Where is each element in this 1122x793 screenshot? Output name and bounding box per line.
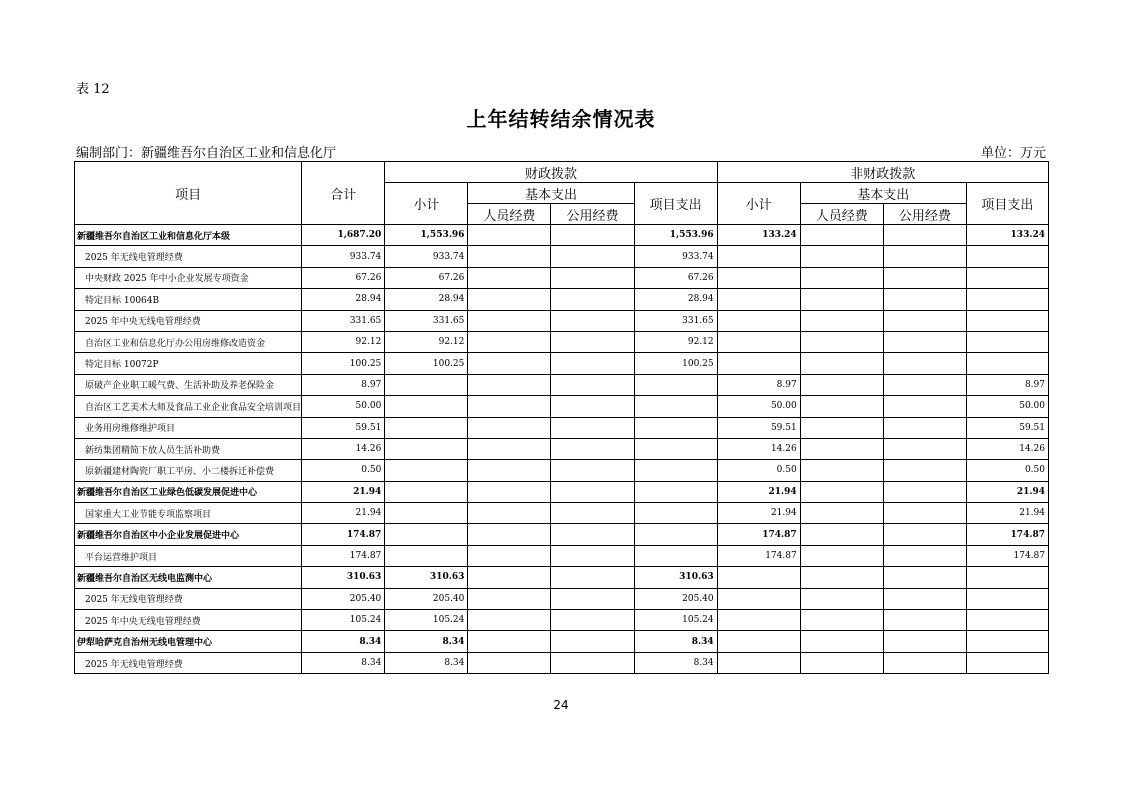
cell-nonfiscal-public bbox=[883, 588, 966, 609]
cell-nonfiscal-public bbox=[883, 481, 966, 502]
cell-item-name: 自治区工业和信息化厅办公用房维修改造资金 bbox=[75, 331, 302, 352]
cell-total: 14.26 bbox=[302, 438, 385, 459]
table-row-unit bbox=[75, 524, 1049, 545]
cell-nonfiscal-project bbox=[966, 246, 1048, 267]
table-row bbox=[75, 331, 1049, 352]
cell-nonfiscal-subtotal bbox=[717, 567, 800, 588]
cell-item-name: 自治区工艺美术大师及食品工业企业食品安全培训项目 bbox=[75, 396, 302, 417]
cell-total: 1,687.20 bbox=[302, 225, 385, 246]
cell-fiscal-public bbox=[551, 481, 634, 502]
cell-nonfiscal-project bbox=[966, 631, 1048, 652]
cell-nonfiscal-subtotal: 174.87 bbox=[717, 545, 800, 566]
cell-fiscal-personnel bbox=[468, 246, 551, 267]
cell-item-name: 原破产企业职工暖气费、生活补助及养老保险金 bbox=[75, 374, 302, 395]
cell-fiscal-subtotal: 205.40 bbox=[385, 588, 468, 609]
cell-nonfiscal-public bbox=[883, 567, 966, 588]
cell-nonfiscal-project bbox=[966, 610, 1048, 631]
cell-nonfiscal-project: 174.87 bbox=[966, 524, 1048, 545]
cell-fiscal-public bbox=[551, 396, 634, 417]
cell-fiscal-public bbox=[551, 289, 634, 310]
cell-nonfiscal-public bbox=[883, 331, 966, 352]
header-nonfiscal-basic: 基本支出 bbox=[800, 183, 966, 204]
cell-fiscal-personnel bbox=[468, 610, 551, 631]
table-row bbox=[75, 545, 1049, 566]
cell-nonfiscal-project: 50.00 bbox=[966, 396, 1048, 417]
cell-nonfiscal-project: 21.94 bbox=[966, 503, 1048, 524]
cell-nonfiscal-project bbox=[966, 331, 1048, 352]
cell-nonfiscal-personnel bbox=[800, 225, 883, 246]
cell-item-name: 特定目标 10072P bbox=[75, 353, 302, 374]
cell-nonfiscal-personnel bbox=[800, 246, 883, 267]
cell-nonfiscal-subtotal bbox=[717, 331, 800, 352]
cell-total: 174.87 bbox=[302, 545, 385, 566]
cell-fiscal-project: 1,553.96 bbox=[634, 225, 717, 246]
header-nonfiscal: 非财政拨款 bbox=[717, 162, 1048, 183]
cell-fiscal-subtotal: 933.74 bbox=[385, 246, 468, 267]
cell-nonfiscal-subtotal: 0.50 bbox=[717, 460, 800, 481]
cell-fiscal-subtotal bbox=[385, 438, 468, 459]
table-row bbox=[75, 438, 1049, 459]
cell-nonfiscal-public bbox=[883, 310, 966, 331]
cell-total: 28.94 bbox=[302, 289, 385, 310]
cell-fiscal-project: 92.12 bbox=[634, 331, 717, 352]
table-row-unit bbox=[75, 481, 1049, 502]
cell-fiscal-personnel bbox=[468, 374, 551, 395]
cell-nonfiscal-subtotal: 21.94 bbox=[717, 503, 800, 524]
cell-total: 8.97 bbox=[302, 374, 385, 395]
cell-nonfiscal-personnel bbox=[800, 353, 883, 374]
cell-fiscal-public bbox=[551, 460, 634, 481]
cell-nonfiscal-personnel bbox=[800, 631, 883, 652]
cell-nonfiscal-personnel bbox=[800, 610, 883, 631]
cell-item-name: 平台运营维护项目 bbox=[75, 545, 302, 566]
cell-fiscal-personnel bbox=[468, 353, 551, 374]
cell-nonfiscal-subtotal bbox=[717, 588, 800, 609]
cell-fiscal-subtotal bbox=[385, 460, 468, 481]
cell-nonfiscal-personnel bbox=[800, 503, 883, 524]
header-item: 项目 bbox=[75, 162, 302, 225]
cell-item-name: 2025 年无线电管理经费 bbox=[75, 588, 302, 609]
table-row bbox=[75, 353, 1049, 374]
cell-nonfiscal-personnel bbox=[800, 267, 883, 288]
cell-nonfiscal-subtotal bbox=[717, 267, 800, 288]
cell-total: 310.63 bbox=[302, 567, 385, 588]
cell-total: 100.25 bbox=[302, 353, 385, 374]
cell-fiscal-public bbox=[551, 225, 634, 246]
cell-fiscal-subtotal: 1,553.96 bbox=[385, 225, 468, 246]
cell-fiscal-project: 331.65 bbox=[634, 310, 717, 331]
department-label: 编制部门：新疆维吾尔自治区工业和信息化厅 bbox=[76, 146, 337, 161]
cell-item-name: 国家重大工业节能专项监察项目 bbox=[75, 503, 302, 524]
cell-item-name: 新疆维吾尔自治区工业绿色低碳发展促进中心 bbox=[75, 481, 302, 502]
header-fiscal-subtotal: 小计 bbox=[385, 183, 468, 225]
cell-fiscal-personnel bbox=[468, 652, 551, 673]
cell-fiscal-public bbox=[551, 267, 634, 288]
cell-fiscal-public bbox=[551, 652, 634, 673]
cell-nonfiscal-project bbox=[966, 267, 1048, 288]
cell-fiscal-subtotal bbox=[385, 524, 468, 545]
cell-fiscal-subtotal bbox=[385, 374, 468, 395]
cell-item-name: 2025 年中央无线电管理经费 bbox=[75, 310, 302, 331]
cell-nonfiscal-public bbox=[883, 438, 966, 459]
cell-fiscal-project bbox=[634, 460, 717, 481]
table-row bbox=[75, 460, 1049, 481]
cell-nonfiscal-personnel bbox=[800, 545, 883, 566]
cell-item-name: 业务用房维修维护项目 bbox=[75, 417, 302, 438]
cell-fiscal-personnel bbox=[468, 503, 551, 524]
cell-nonfiscal-subtotal bbox=[717, 353, 800, 374]
cell-fiscal-subtotal: 310.63 bbox=[385, 567, 468, 588]
header-fiscal-project: 项目支出 bbox=[634, 183, 717, 225]
cell-nonfiscal-subtotal bbox=[717, 289, 800, 310]
cell-nonfiscal-project: 14.26 bbox=[966, 438, 1048, 459]
cell-nonfiscal-public bbox=[883, 374, 966, 395]
cell-fiscal-public bbox=[551, 331, 634, 352]
cell-fiscal-personnel bbox=[468, 567, 551, 588]
cell-nonfiscal-public bbox=[883, 460, 966, 481]
cell-nonfiscal-personnel bbox=[800, 331, 883, 352]
cell-nonfiscal-subtotal bbox=[717, 310, 800, 331]
cell-item-name: 新疆维吾尔自治区工业和信息化厅本级 bbox=[75, 225, 302, 246]
cell-nonfiscal-personnel bbox=[800, 374, 883, 395]
cell-nonfiscal-personnel bbox=[800, 417, 883, 438]
cell-fiscal-subtotal bbox=[385, 503, 468, 524]
cell-nonfiscal-subtotal bbox=[717, 631, 800, 652]
cell-nonfiscal-project: 59.51 bbox=[966, 417, 1048, 438]
table-row bbox=[75, 652, 1049, 673]
cell-fiscal-personnel bbox=[468, 631, 551, 652]
header-nonfiscal-project: 项目支出 bbox=[966, 183, 1048, 225]
cell-nonfiscal-personnel bbox=[800, 460, 883, 481]
cell-nonfiscal-personnel bbox=[800, 310, 883, 331]
cell-fiscal-project bbox=[634, 545, 717, 566]
cell-fiscal-personnel bbox=[468, 267, 551, 288]
cell-fiscal-personnel bbox=[468, 481, 551, 502]
cell-fiscal-public bbox=[551, 610, 634, 631]
cell-item-name: 新疆维吾尔自治区无线电监测中心 bbox=[75, 567, 302, 588]
cell-total: 105.24 bbox=[302, 610, 385, 631]
cell-fiscal-public bbox=[551, 588, 634, 609]
cell-total: 21.94 bbox=[302, 481, 385, 502]
table-row-unit bbox=[75, 225, 1049, 246]
cell-fiscal-subtotal: 8.34 bbox=[385, 631, 468, 652]
cell-nonfiscal-public bbox=[883, 524, 966, 545]
cell-total: 50.00 bbox=[302, 396, 385, 417]
cell-fiscal-project bbox=[634, 396, 717, 417]
cell-fiscal-project: 8.34 bbox=[634, 652, 717, 673]
cell-fiscal-project bbox=[634, 438, 717, 459]
cell-nonfiscal-subtotal bbox=[717, 610, 800, 631]
cell-nonfiscal-personnel bbox=[800, 438, 883, 459]
cell-fiscal-public bbox=[551, 374, 634, 395]
cell-nonfiscal-subtotal: 21.94 bbox=[717, 481, 800, 502]
cell-fiscal-personnel bbox=[468, 588, 551, 609]
cell-fiscal-public bbox=[551, 567, 634, 588]
cell-fiscal-personnel bbox=[468, 545, 551, 566]
cell-fiscal-project bbox=[634, 374, 717, 395]
cell-nonfiscal-public bbox=[883, 267, 966, 288]
cell-item-name: 新纺集团精简下放人员生活补助费 bbox=[75, 438, 302, 459]
cell-fiscal-project bbox=[634, 481, 717, 502]
cell-nonfiscal-subtotal: 133.24 bbox=[717, 225, 800, 246]
cell-fiscal-personnel bbox=[468, 460, 551, 481]
cell-fiscal-personnel bbox=[468, 524, 551, 545]
cell-nonfiscal-project: 8.97 bbox=[966, 374, 1048, 395]
cell-fiscal-project: 310.63 bbox=[634, 567, 717, 588]
cell-nonfiscal-project bbox=[966, 289, 1048, 310]
cell-nonfiscal-subtotal: 8.97 bbox=[717, 374, 800, 395]
page-number: 24 bbox=[553, 698, 569, 712]
cell-fiscal-subtotal: 105.24 bbox=[385, 610, 468, 631]
cell-item-name: 伊犁哈萨克自治州无线电管理中心 bbox=[75, 631, 302, 652]
cell-total: 205.40 bbox=[302, 588, 385, 609]
cell-nonfiscal-subtotal bbox=[717, 652, 800, 673]
cell-nonfiscal-public bbox=[883, 246, 966, 267]
table-row-unit bbox=[75, 631, 1049, 652]
cell-nonfiscal-public bbox=[883, 289, 966, 310]
cell-nonfiscal-project: 21.94 bbox=[966, 481, 1048, 502]
header-fiscal: 财政拨款 bbox=[385, 162, 717, 183]
page-title: 上年结转结余情况表 bbox=[466, 107, 656, 131]
header-total: 合计 bbox=[302, 162, 385, 225]
cell-fiscal-public bbox=[551, 246, 634, 267]
unit-label: 单位：万元 bbox=[980, 146, 1046, 161]
cell-fiscal-subtotal: 92.12 bbox=[385, 331, 468, 352]
cell-nonfiscal-personnel bbox=[800, 524, 883, 545]
cell-nonfiscal-public bbox=[883, 545, 966, 566]
cell-nonfiscal-subtotal: 50.00 bbox=[717, 396, 800, 417]
cell-total: 8.34 bbox=[302, 652, 385, 673]
cell-fiscal-project: 205.40 bbox=[634, 588, 717, 609]
cell-nonfiscal-subtotal: 59.51 bbox=[717, 417, 800, 438]
cell-total: 92.12 bbox=[302, 331, 385, 352]
cell-fiscal-subtotal bbox=[385, 481, 468, 502]
table-row bbox=[75, 267, 1049, 288]
cell-fiscal-project: 28.94 bbox=[634, 289, 717, 310]
cell-item-name: 新疆维吾尔自治区中小企业发展促进中心 bbox=[75, 524, 302, 545]
table-row bbox=[75, 417, 1049, 438]
cell-nonfiscal-personnel bbox=[800, 652, 883, 673]
cell-fiscal-public bbox=[551, 503, 634, 524]
cell-fiscal-public bbox=[551, 310, 634, 331]
cell-fiscal-personnel bbox=[468, 396, 551, 417]
cell-nonfiscal-personnel bbox=[800, 567, 883, 588]
cell-fiscal-personnel bbox=[468, 331, 551, 352]
cell-nonfiscal-public bbox=[883, 610, 966, 631]
cell-item-name: 2025 年无线电管理经费 bbox=[75, 652, 302, 673]
cell-item-name: 2025 年中央无线电管理经费 bbox=[75, 610, 302, 631]
cell-total: 67.26 bbox=[302, 267, 385, 288]
cell-fiscal-project: 67.26 bbox=[634, 267, 717, 288]
cell-total: 21.94 bbox=[302, 503, 385, 524]
cell-nonfiscal-project bbox=[966, 353, 1048, 374]
cell-nonfiscal-public bbox=[883, 503, 966, 524]
cell-nonfiscal-personnel bbox=[800, 588, 883, 609]
cell-fiscal-personnel bbox=[468, 438, 551, 459]
cell-fiscal-public bbox=[551, 631, 634, 652]
cell-nonfiscal-public bbox=[883, 631, 966, 652]
cell-fiscal-project bbox=[634, 524, 717, 545]
table-row bbox=[75, 289, 1049, 310]
cell-fiscal-project: 8.34 bbox=[634, 631, 717, 652]
cell-nonfiscal-subtotal: 14.26 bbox=[717, 438, 800, 459]
cell-nonfiscal-project bbox=[966, 652, 1048, 673]
cell-nonfiscal-project: 0.50 bbox=[966, 460, 1048, 481]
table-row-unit bbox=[75, 567, 1049, 588]
cell-fiscal-public bbox=[551, 438, 634, 459]
cell-nonfiscal-personnel bbox=[800, 396, 883, 417]
cell-nonfiscal-personnel bbox=[800, 481, 883, 502]
cell-fiscal-project bbox=[634, 503, 717, 524]
cell-nonfiscal-project: 174.87 bbox=[966, 545, 1048, 566]
cell-nonfiscal-subtotal: 174.87 bbox=[717, 524, 800, 545]
table-row bbox=[75, 246, 1049, 267]
header-nonfiscal-public: 公用经费 bbox=[883, 204, 966, 225]
cell-nonfiscal-public bbox=[883, 417, 966, 438]
table-row bbox=[75, 396, 1049, 417]
cell-fiscal-subtotal: 100.25 bbox=[385, 353, 468, 374]
cell-item-name: 特定目标 10064B bbox=[75, 289, 302, 310]
cell-fiscal-public bbox=[551, 545, 634, 566]
carryover-balance-table bbox=[74, 161, 1049, 674]
cell-total: 0.50 bbox=[302, 460, 385, 481]
cell-total: 8.34 bbox=[302, 631, 385, 652]
cell-nonfiscal-public bbox=[883, 652, 966, 673]
cell-fiscal-subtotal bbox=[385, 545, 468, 566]
cell-nonfiscal-project bbox=[966, 567, 1048, 588]
header-fiscal-public: 公用经费 bbox=[551, 204, 634, 225]
cell-item-name: 原新疆建材陶瓷厂职工平房、小二楼拆迁补偿费 bbox=[75, 460, 302, 481]
cell-fiscal-subtotal: 331.65 bbox=[385, 310, 468, 331]
cell-fiscal-subtotal: 28.94 bbox=[385, 289, 468, 310]
cell-nonfiscal-project: 133.24 bbox=[966, 225, 1048, 246]
cell-total: 59.51 bbox=[302, 417, 385, 438]
cell-nonfiscal-project bbox=[966, 310, 1048, 331]
header-fiscal-personnel: 人员经费 bbox=[468, 204, 551, 225]
cell-nonfiscal-public bbox=[883, 396, 966, 417]
cell-nonfiscal-public bbox=[883, 353, 966, 374]
cell-fiscal-subtotal: 8.34 bbox=[385, 652, 468, 673]
cell-fiscal-subtotal bbox=[385, 417, 468, 438]
cell-fiscal-subtotal: 67.26 bbox=[385, 267, 468, 288]
table-row bbox=[75, 374, 1049, 395]
table-number: 表 12 bbox=[76, 82, 110, 97]
header-nonfiscal-subtotal: 小计 bbox=[717, 183, 800, 225]
table-body bbox=[75, 225, 1049, 674]
cell-fiscal-public bbox=[551, 524, 634, 545]
cell-fiscal-personnel bbox=[468, 225, 551, 246]
cell-item-name: 中央财政 2025 年中小企业发展专项资金 bbox=[75, 267, 302, 288]
header-fiscal-basic: 基本支出 bbox=[468, 183, 634, 204]
cell-nonfiscal-project bbox=[966, 588, 1048, 609]
cell-total: 933.74 bbox=[302, 246, 385, 267]
cell-fiscal-personnel bbox=[468, 310, 551, 331]
cell-nonfiscal-public bbox=[883, 225, 966, 246]
header-nonfiscal-personnel: 人员经费 bbox=[800, 204, 883, 225]
cell-fiscal-personnel bbox=[468, 289, 551, 310]
cell-fiscal-personnel bbox=[468, 417, 551, 438]
table-row bbox=[75, 610, 1049, 631]
cell-fiscal-project: 105.24 bbox=[634, 610, 717, 631]
cell-item-name: 2025 年无线电管理经费 bbox=[75, 246, 302, 267]
table-row bbox=[75, 588, 1049, 609]
cell-fiscal-public bbox=[551, 417, 634, 438]
cell-fiscal-project: 100.25 bbox=[634, 353, 717, 374]
table-row bbox=[75, 310, 1049, 331]
table-row bbox=[75, 503, 1049, 524]
cell-nonfiscal-personnel bbox=[800, 289, 883, 310]
cell-fiscal-project: 933.74 bbox=[634, 246, 717, 267]
cell-fiscal-project bbox=[634, 417, 717, 438]
cell-fiscal-subtotal bbox=[385, 396, 468, 417]
cell-nonfiscal-subtotal bbox=[717, 246, 800, 267]
cell-fiscal-public bbox=[551, 353, 634, 374]
cell-total: 331.65 bbox=[302, 310, 385, 331]
cell-total: 174.87 bbox=[302, 524, 385, 545]
